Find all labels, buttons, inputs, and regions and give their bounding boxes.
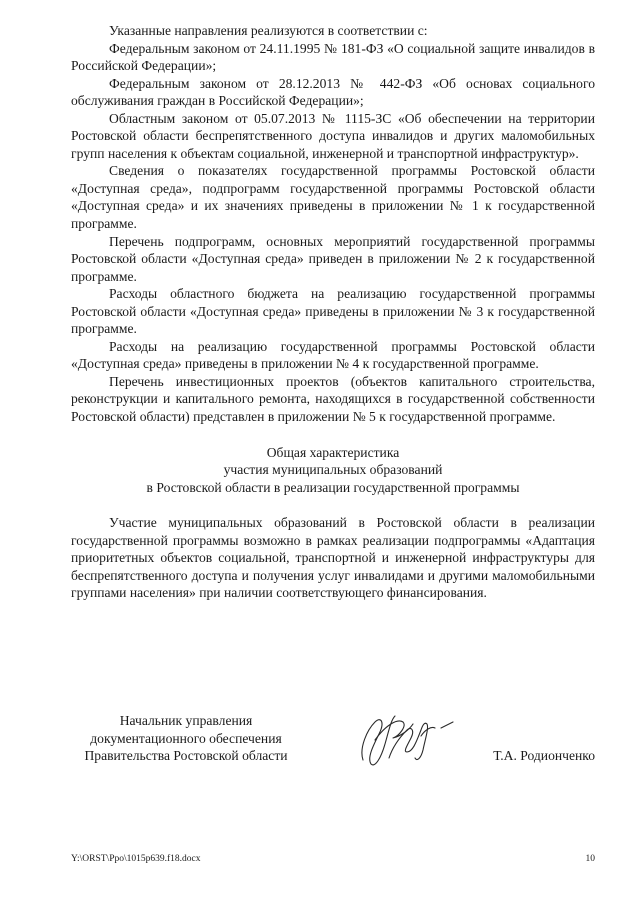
paragraph-appendix-4: Расходы на реализацию государственной программы Ростовской области «Доступная среда» приведены в приложении № 4 к государственной программе. <box>71 338 595 372</box>
section-heading-line-3: в Ростовской области в реализации государственной программы <box>146 479 520 495</box>
paragraph-regional-law-1115: Областным законом от 05.07.2013 № 1115-ЗС «Об обеспечении на территории Ростовской области беспрепятственного доступа инвалидов и других маломобильных групп населения к объектам социальной, инженерной и транспортной инфраструктур». <box>71 110 595 161</box>
signatory-position <box>71 712 301 765</box>
paragraph-federal-law-181: Федеральным законом от 24.11.1995 № 181-ФЗ «О социальной защите инвалидов в Российской Федерации»; <box>71 40 595 74</box>
section-heading-line-1: Общая характеристика <box>266 444 400 460</box>
section-heading <box>71 444 595 497</box>
signatory-position-line-3: Правительства Ростовской области <box>84 748 288 764</box>
paragraph-municipal-participation: Участие муниципальных образований в Ростовской области в реализации государственной программы возможно в рамках реализации подпрограммы «Адаптация приоритетных объектов социальной, транспортной и инженерной инфраструктуры для беспрепятственного доступа и получения услуг инвалидами и другими маломобильными группами населения» при наличии соответствующего финансирования. <box>71 515 595 601</box>
paragraph-appendix-3: Расходы областного бюджета на реализацию государственной программы Ростовской области «Доступная среда» приведены в приложении № 3 к государственной программе. <box>71 286 595 337</box>
paragraph-appendix-2: Перечень подпрограмм, основных мероприятий государственной программы Ростовской области «Доступная среда» приведен в приложении № 2 к государственной программе. <box>71 233 595 284</box>
paragraph-appendix-5: Перечень инвестиционных проектов (объектов капитального строительства, реконструкции и капитального ремонта, находящихся в государственной собственности Ростовской области) представлен в приложении № 5 к государственной программе. <box>71 373 595 425</box>
paragraph-intro: Указанные направления реализуются в соответствии с: <box>109 23 428 38</box>
paragraph-federal-law-442: Федеральным законом от 28.12.2013 № 442-ФЗ «Об основах социального обслуживания граждан в Российской Федерации»; <box>71 75 595 109</box>
signatory-name: Т.А. Родионченко <box>493 748 595 763</box>
signatory-position-line-2: документационного обеспечения <box>90 730 282 746</box>
handwritten-signature <box>345 700 465 780</box>
document-body <box>71 22 595 602</box>
section-heading-line-2: участия муниципальных образований <box>223 462 443 478</box>
page-number: 10 <box>585 854 595 864</box>
footer-file-path: Y:\ORST\Ppo\1015p639.f18.docx <box>71 854 201 864</box>
paragraph-appendix-1: Сведения о показателях государственной программы Ростовской области «Доступная среда», подпрограмм государственной программы Ростовской области «Доступная среда» и их значениях приведены в приложении № 1 к государственной программе. <box>71 163 595 232</box>
spacer <box>71 496 595 514</box>
signatory-position-line-1: Начальник управления <box>119 713 253 728</box>
